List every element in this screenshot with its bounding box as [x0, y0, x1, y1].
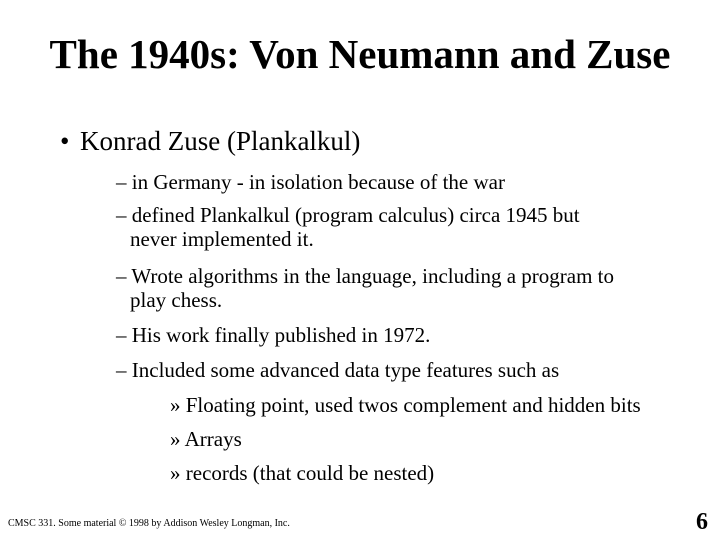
- sub-bullet-line: [116, 170, 505, 194]
- main-bullet: [60, 124, 360, 158]
- sub-bullet-1: [116, 170, 505, 194]
- page-number: 6: [696, 509, 708, 535]
- sub-bullet-text: defined Plankalkul (program calculus) circa 1945 but: [131, 203, 580, 227]
- third-level-text: records (that could be nested): [185, 461, 435, 485]
- sub-bullet-marker: –: [116, 323, 127, 347]
- sub-bullet-text: Wrote algorithms in the language, including a program to: [131, 264, 614, 288]
- sub-bullet-2: [116, 203, 580, 251]
- footer-credit: CMSC 331. Some material © 1998 by Addison Wesley Longman, Inc.: [8, 518, 290, 529]
- sub-bullet-line: [116, 203, 580, 227]
- third-level-item-1: [170, 393, 641, 417]
- sub-bullet-line-continued: never implemented it.: [130, 227, 314, 251]
- sub-bullet-marker: –: [116, 203, 127, 227]
- sub-bullet-text: Included some advanced data type features such as: [131, 358, 560, 382]
- third-level-marker: »: [170, 393, 181, 417]
- sub-bullet-text: in Germany - in isolation because of the war: [131, 170, 505, 194]
- sub-bullet-text: His work finally published in 1972.: [131, 323, 431, 347]
- third-level-marker: »: [170, 461, 181, 485]
- main-bullet-marker: •: [60, 126, 70, 156]
- sub-bullet-marker: –: [116, 358, 127, 382]
- sub-bullet-5: [116, 358, 559, 382]
- third-level-text: Arrays: [184, 427, 242, 451]
- sub-bullet-marker: –: [116, 264, 127, 288]
- third-level-item-2: [170, 427, 242, 451]
- slide-title: The 1940s: Von Neumann and Zuse: [49, 31, 671, 77]
- third-level-marker: »: [170, 427, 181, 451]
- sub-bullet-line-continued: play chess.: [130, 288, 223, 312]
- sub-bullet-marker: –: [116, 170, 127, 194]
- third-level-text: Floating point, used twos complement and hidden bits: [185, 393, 641, 417]
- sub-bullet-line: [116, 264, 614, 288]
- sub-bullet-4: [116, 323, 430, 347]
- third-level-item-3: [170, 461, 434, 485]
- sub-bullet-3: [116, 264, 614, 312]
- main-bullet-text: Konrad Zuse (Plankalkul): [80, 126, 361, 156]
- sub-bullet-line: [116, 323, 430, 347]
- sub-bullet-line: [116, 358, 559, 382]
